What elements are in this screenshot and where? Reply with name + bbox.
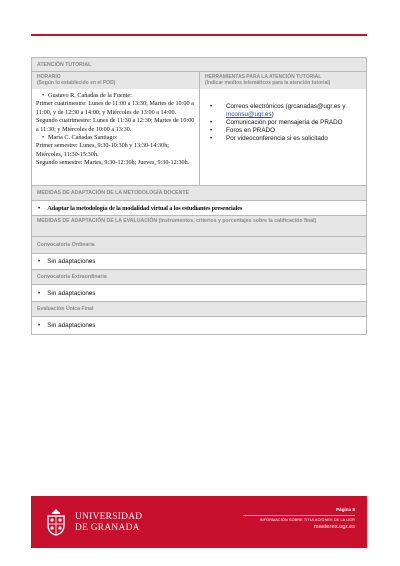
horario-line: • Gustavo R. Cañadas de la Fuente: xyxy=(36,92,196,100)
herramientas-subheading: (Indicar medios telemáticos para la atención tutorial) xyxy=(205,80,331,87)
section-title: Convocatoria Extraordinaria xyxy=(37,274,107,280)
tutorial-two-column-row xyxy=(32,72,366,186)
table-title xyxy=(32,58,366,72)
tutorial-table xyxy=(31,57,367,335)
horario-line: Segundo cuatrimestre: Lunes de 11:30 a 12:30; Martes de 10:00 a 11:30; y Miércoles de 10:00 a 13:30. xyxy=(36,117,195,133)
evaluacion-header xyxy=(32,216,366,237)
horario-subheading: (Según lo establecido en el POD) xyxy=(37,80,116,87)
metodologia-heading: MEDIDAS DE ADAPTACIÓN DE LA METODOLOGÍA DOCENTE xyxy=(37,190,189,196)
section-header xyxy=(32,302,366,317)
horario-heading: HORARIO xyxy=(37,74,61,80)
horario-header xyxy=(32,72,199,89)
metodologia-item xyxy=(32,201,366,216)
horario-body xyxy=(32,89,199,185)
page-number: Página 8 xyxy=(336,507,355,512)
list-item xyxy=(204,103,362,119)
section-item-text: Sin adaptaciones xyxy=(47,322,96,329)
section-title: Evaluación Única Final xyxy=(37,306,94,312)
horario-column xyxy=(32,72,200,185)
university-line-2: DE GRANADA xyxy=(75,522,140,533)
section-title: Convocatoria Ordinaria xyxy=(37,242,95,248)
top-accent-rule xyxy=(31,34,367,36)
section-header xyxy=(32,237,366,254)
bullet-icon: • xyxy=(38,322,41,329)
metodologia-text: Adaptar la metodología de la modalidad virtual a los estudiantes presenciales xyxy=(47,204,243,212)
herramientas-heading: HERRAMIENTAS PARA LA ATENCIÓN TUTORIAL xyxy=(205,74,322,80)
evaluacion-heading: MEDIDAS DE ADAPTACIÓN DE LA EVALUACIÓN xyxy=(37,218,158,224)
bullet-icon: • xyxy=(38,204,41,212)
section-item-text: Sin adaptaciones xyxy=(47,258,96,265)
university-crest-icon xyxy=(45,507,67,537)
email-text: Correos electrónicos (grcanadas@ugr.es y xyxy=(226,103,346,110)
horario-line: • María C. Cañadas Santiago: xyxy=(36,134,196,142)
university-line-1: UNIVERSIDAD xyxy=(75,512,143,522)
bullet-icon: • xyxy=(38,258,41,265)
horario-line: Primer cuatrimestre: Lunes de 11:00 a 13:30; Martes de 10:00 a 11:00, y de 12:30 a 14:00; y Miércoles de 13:00 a 14:00. xyxy=(36,100,194,116)
section-item-text: Sin adaptaciones xyxy=(47,289,96,297)
horario-line: Primer semestre: Lunes, 9:30-10:30h y 13:30-14:30h; Miércoles, 11:30-15:30h. xyxy=(36,142,170,158)
evaluacion-heading-note: (Instrumentos, criterios y porcentajes sobre la calificación final) xyxy=(158,218,317,224)
herramientas-column xyxy=(200,72,366,185)
bullet-icon: • xyxy=(38,289,41,297)
table-title-text: ATENCIÓN TUTORIAL xyxy=(37,61,92,68)
herramientas-header xyxy=(200,72,366,89)
footer-website-link[interactable]: masteres.ugr.es xyxy=(313,524,355,530)
section-header xyxy=(32,270,366,285)
footer-info: INFORMACIÓN SOBRE TITULACIONES DE LA UGR xyxy=(259,518,355,522)
university-name xyxy=(75,512,142,533)
herramientas-list xyxy=(200,89,366,143)
section-item xyxy=(32,285,366,302)
page-footer xyxy=(31,496,367,548)
footer-divider xyxy=(243,515,355,516)
email-closing: ) xyxy=(271,111,274,118)
horario-line: Segundo semestre: Martes, 9:30-12:30h; Jueves, 9:30-12:30h. xyxy=(36,159,190,167)
section-item xyxy=(32,317,366,334)
list-item: • Comunicación por mensajería de PRADO xyxy=(204,119,362,127)
metodologia-header xyxy=(32,186,366,201)
list-item: • Foros en PRADO xyxy=(204,127,362,135)
email-link[interactable]: mconsu@ugr.es xyxy=(226,111,272,118)
list-item: • Por videoconferencia si es solicitado xyxy=(204,135,362,143)
section-item xyxy=(32,254,366,270)
